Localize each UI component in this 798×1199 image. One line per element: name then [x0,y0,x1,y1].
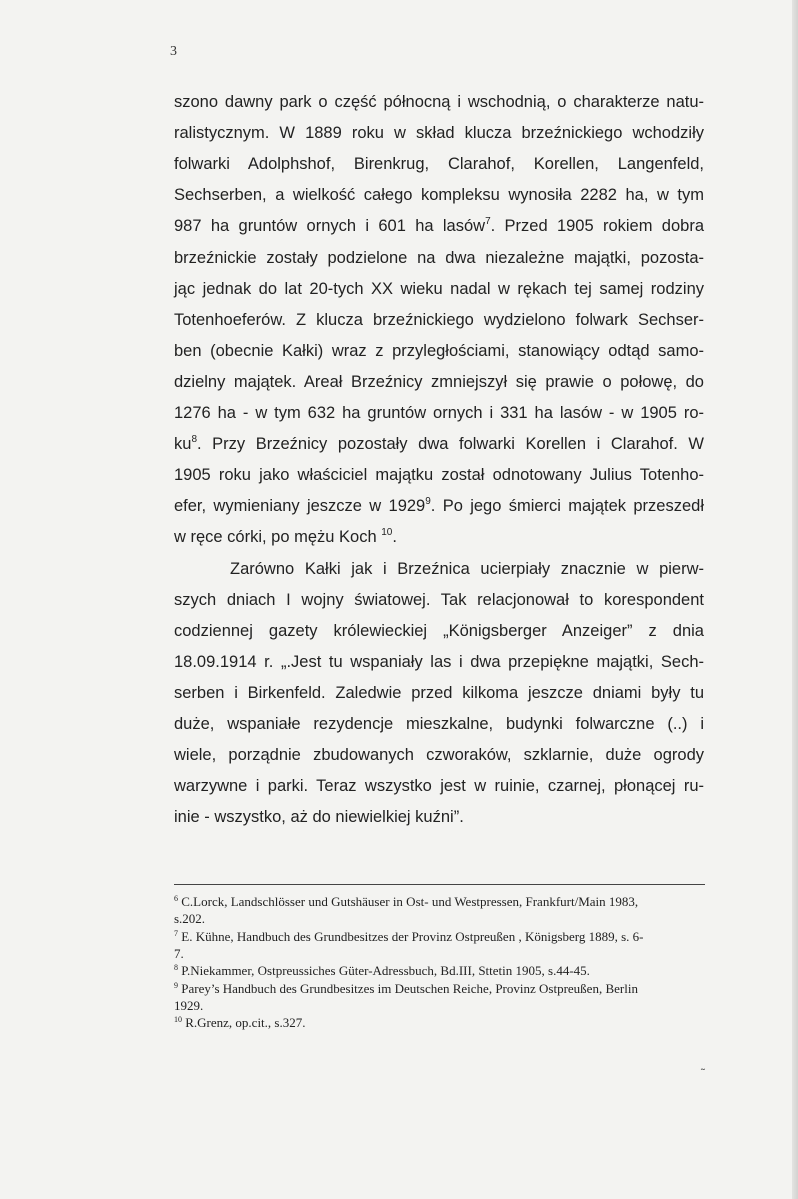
body-line-text: inie - wszystko, aż do niewielkiej kuźni”. [174,808,464,827]
body-line-text: szono dawny park o część północną i wschodnią, o charakterze natu- [174,93,704,111]
footnote-reference: 7 [485,216,491,228]
footnote-number: 7 [174,928,178,938]
page-number: 3 [170,44,177,59]
body-line-text: serben i Birkenfeld. Zaledwie przed kilkoma jeszcze dniami były tu [174,683,704,702]
footnote-text: E. Kühne, Handbuch des Grundbesitzes der Provinz Ostpreußen , Königsberg 1889, s. 6- [181,928,644,944]
footnote [174,981,638,996]
footnote-text: s.202. [174,911,206,927]
footnote [174,963,590,978]
body-line [174,745,704,765]
body-line [174,621,704,641]
footnote [174,1015,305,1030]
body-line [174,776,704,796]
footnote-text: P.Niekammer, Ostpreussiches Güter-Adressbuch, Bd.III, Sttetin 1905, s.44-45. [181,963,590,979]
body-line-text: warzywne i parki. Teraz wszystko jest w ruinie, czarnej, płonącej ru- [174,777,704,796]
body-line [174,652,704,672]
footnote-separator [174,884,705,885]
body-line-text: dzielny majątek. Areał Brzeźnicy zmniejszył się prawie o połowę, do [174,372,704,391]
body-line-text: wiele, porządnie zbudowanych czworaków, szklarnie, duże ogrody [174,746,704,765]
body-line [174,372,704,392]
footnote [174,998,203,1013]
body-line-text: efer, wymieniany jeszcze w 1929 [174,497,426,516]
body-line [174,123,704,143]
body-line [174,590,704,610]
body-line [174,465,704,485]
body-line [174,527,397,547]
footnote-reference: 8 [191,434,197,446]
footnote-number: 6 [174,894,178,903]
body-line [174,714,704,734]
body-line-text: jąc jednak do lat 20-tych XX wieku nadal w rękach tej samej rodziny [174,279,704,298]
footnote-number: 9 [174,980,178,990]
footnote [174,946,184,961]
footnote-reference: 10 [381,527,393,539]
body-line-text: . [392,528,397,547]
footnote [174,911,205,926]
body-line-text: ku [174,435,192,454]
body-line-text: Zarówno Kałki jak i Brzeźnica ucierpiały znacznie w pierw- [230,559,704,578]
body-line-text: w ręce córki, po mężu Koch [174,528,382,547]
footnote-text: Parey’s Handbuch des Grundbesitzes im Deutschen Reiche, Provinz Ostpreußen, Berlin [181,980,638,996]
footnote-text: 7. [174,945,184,961]
body-line-text: Sechserben, a wielkość całego kompleksu wynosiła 2282 ha, w tym [174,186,704,205]
footnote-reference: 9 [425,496,431,508]
body-line-text: 18.09.1914 r. „.Jest tu wspaniały las i dwa przepiękne majątki, Sech- [174,652,704,671]
body-line-text: brzeźnickie zostały podzielone na dwa niezależne majątki, pozosta- [174,248,704,267]
body-line-text: Totenhoeferów. Z klucza brzeźnickiego wydzielono folwark Sechser- [174,310,704,329]
body-line-text: ralistycznym. W 1889 roku w skład klucza brzeźnickiego wchodziły [174,124,704,143]
body-line-text: 1905 roku jako właściciel majątku został odnotowany Julius Totenho- [174,466,704,485]
body-line [174,279,704,299]
footnote [174,894,638,909]
body-line-text: . Przy Brzeźnicy pozostały dwa folwarki Korellen i Clarahof. W [197,435,704,454]
body-line [174,403,704,423]
page-edge-shadow [792,0,798,1199]
footnote-number: 10 [174,1015,182,1025]
body-line [174,310,704,330]
body-line-text: szych dniach I wojny światowej. Tak relacjonował to korespondent [174,590,704,609]
body-line-text: . Przed 1905 rokiem dobra [490,217,704,236]
scan-mark: ˜ [701,1066,705,1080]
body-line [174,434,704,454]
body-line-text: 1276 ha - w tym 632 ha gruntów ornych i 331 ha lasów - w 1905 ro- [174,404,704,422]
body-line [174,185,704,205]
body-line-text: . Po jego śmierci majątek przeszedł [430,497,704,516]
body-line-text: duże, wspaniałe rezydencje mieszkalne, budynki folwarczne (..) i [174,715,704,733]
footnote-number: 8 [174,963,178,973]
body-line [174,341,704,361]
body-line [174,496,704,516]
footnote-text: 1929. [174,997,204,1013]
body-line-text: 987 ha gruntów ornych i 601 ha lasów [174,217,486,236]
body-line [174,154,704,174]
body-line [230,559,704,579]
footnote-text: C.Lorck, Landschlösser und Gutshäuser in Ost- und Westpressen, Frankfurt/Main 1983, [181,894,639,909]
body-line [174,807,464,827]
body-line-text: folwarki Adolphshof, Birenkrug, Clarahof, Korellen, Langenfeld, [174,155,704,174]
body-line [174,92,704,112]
body-line [174,683,704,703]
body-line [174,216,704,236]
body-line-text: ben (obecnie Kałki) wraz z przyległościami, stanowiący odtąd samo- [174,341,704,360]
body-line-text: codziennej gazety królewieckiej „Königsberger Anzeiger” z dnia [174,621,704,640]
footnote-text: R.Grenz, op.cit., s.327. [185,1015,306,1031]
footnote [174,929,644,944]
body-line [174,248,704,268]
